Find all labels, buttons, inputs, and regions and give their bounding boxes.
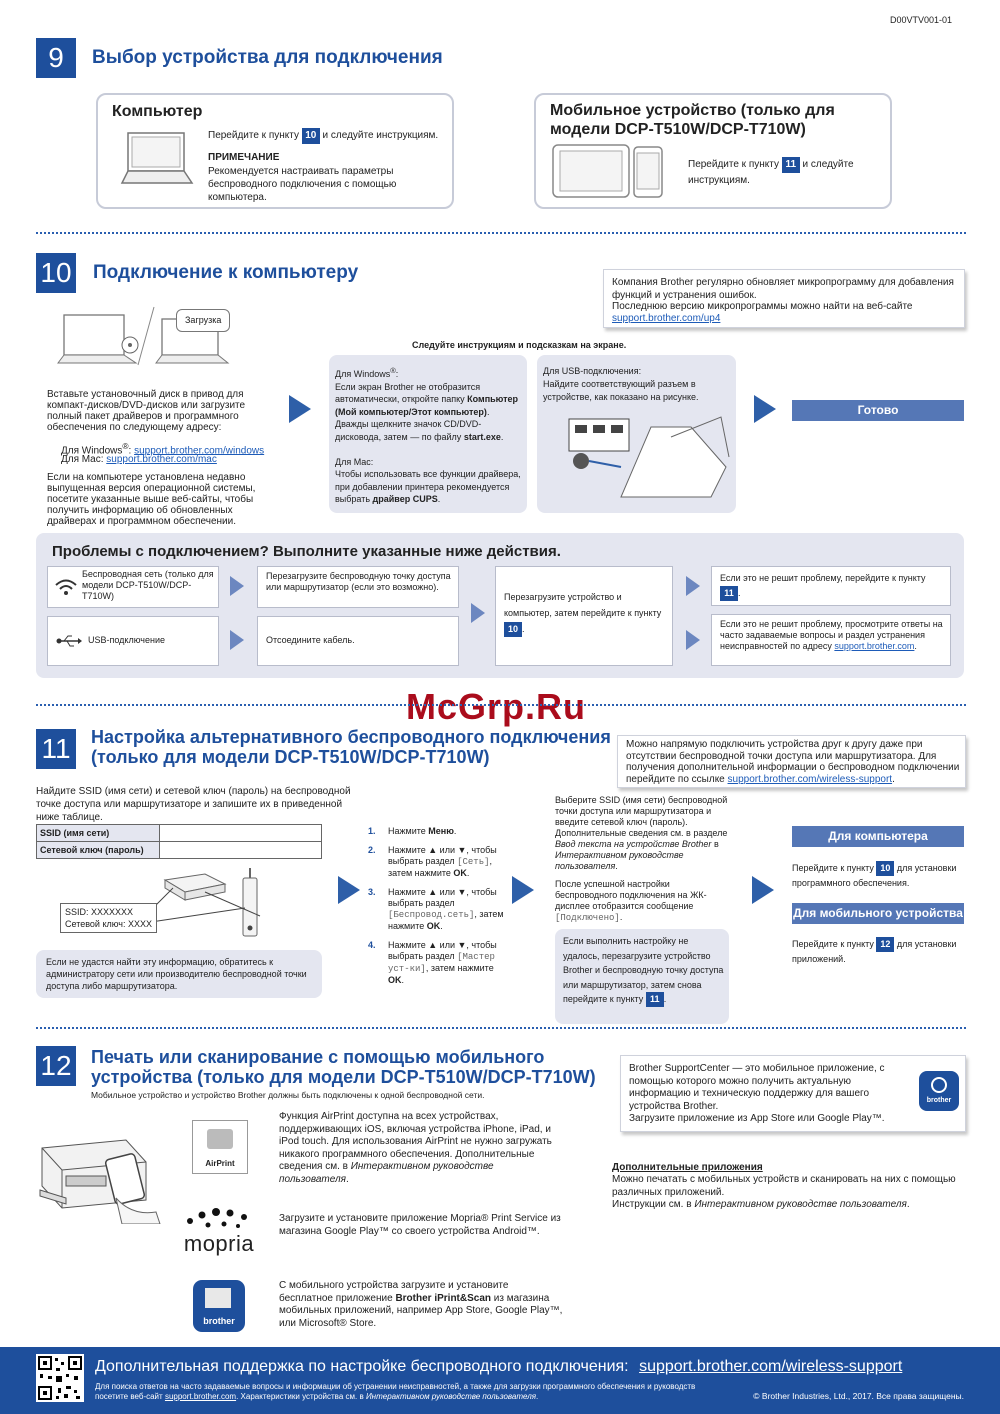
extra-apps-text2: Инструкции см. в Интерактивном руководстве пользователя. (612, 1199, 910, 1210)
select-ssid-text: Выберите SSID (имя сети) беспроводной точки доступа или маршрутизатора и введите сетевой ключ (пароль). Дополнительные сведения см. в разделе Ввод текста на устройстве Brother в Интерактивном руководстве пользователя. (555, 795, 728, 871)
arrow-right-icon (289, 395, 311, 423)
win-b1: Компьютер (467, 394, 519, 404)
restart-device-label: Перезагрузите устройство и компьютер, затем перейдите к пункту (504, 592, 662, 618)
ssid-sticker (60, 903, 157, 933)
success-text: После успешной настройки беспроводного подключения на ЖК-дисплее отобразится сообщение [Подключено]. (555, 879, 707, 923)
mopria-text: Загрузите и установите приложение Mopria® Print Service из магазина Google Play™ со своего устройства Android™. (279, 1213, 561, 1237)
if-not-text-1: Если это не решит проблему, перейдите к пункту 11 . (720, 571, 944, 601)
computer-goto-text: Перейдите к пункту (208, 130, 299, 141)
usb-head: Для USB-подключения: (543, 366, 642, 376)
select-ssid-italic: Ввод текста на устройстве Brother (555, 839, 712, 849)
fail-panel (555, 929, 729, 1024)
menu-step-3-bold: OK (426, 921, 441, 931)
ssid-example: SSID: XXXXXXX (65, 907, 134, 917)
if-not-box-1 (711, 566, 951, 606)
extra-apps-text: Можно печатать с мобильных устройств и сканировать на них с помощью различных приложений. (612, 1174, 956, 1198)
if-not-label-2: Если это не решит проблему, просмотрите ответы на часто задаваемые вопросы и раздел устранения неисправностей по адресу (720, 619, 943, 651)
restart-device-box (495, 566, 673, 666)
direct-connect-link[interactable]: support.brother.com/wireless-support (727, 773, 893, 785)
ssid-value-cell[interactable] (160, 825, 322, 842)
for-computer-header: Для компьютера (792, 826, 964, 847)
os-note: Если на компьютере установлена недавно выпущенная версия операционной системы, посетите указанные выше веб-сайты, чтобы получить информацию об обновленных драйверах и программном обеспечении. (47, 472, 256, 527)
wireless-label: Беспроводная сеть (только для модели DCP-T510W/DCP-T710W) (82, 569, 214, 601)
firmware-note-text: Компания Brother регулярно обновляет микропрограмму для добавления функций и устранения ошибок. (612, 277, 954, 301)
mopria-dots-icon (182, 1207, 256, 1229)
select-ssid-italic-2: Интерактивном руководстве пользователя (555, 850, 684, 871)
menu-step-4-text: Нажмите ▲ или ▼, чтобы выбрать раздел (388, 940, 497, 961)
mac-label: Для Mac: (61, 454, 104, 465)
arrow-right-icon (686, 630, 700, 650)
iprint-text (279, 1280, 564, 1330)
mobile-card (534, 93, 892, 209)
menu-step-1-text: Нажмите (388, 826, 426, 836)
select-ssid-label: Выберите SSID (имя сети) беспроводной точки доступа или маршрутизатора и введите сетевой ключ (пароль). Дополнительные сведения см. в разделе (555, 795, 728, 838)
step-9-title: Выбор устройства для подключения (92, 47, 443, 68)
windows-label: Для Windows (61, 445, 123, 457)
mopria-label: mopria (183, 1231, 255, 1256)
divider-3 (36, 1027, 966, 1029)
for-mobile-header: Для мобильного устройства (792, 903, 964, 924)
computer-goto-num: 10 (302, 128, 320, 144)
mobile-goto-text: Перейдите к пункту (688, 159, 779, 170)
windows-panel-text: Для Windows®: Если экран Brother не отобразится автоматически, откройте папку Компьютер (Мой компьютер/Этот компьютер). Дважды щелкните значок CD/DVD-дисковода, затем — по файлу start.exe. Для Mac: Чтобы использовать все функции драйвера, при добавлении принтера рекомендуется выбрать драйвер CUPS. (335, 366, 521, 504)
restart-ap-box (257, 566, 459, 608)
win-head: Для Windows (335, 369, 391, 379)
airprint-italic: Интерактивном руководстве пользователя (279, 1161, 494, 1185)
install-intro: Вставьте установочный диск в привод для компакт-дисков/DVD-дисков или загрузите полный пакет драйверов и программного обеспечения по следующему адресу: (47, 389, 246, 433)
key-label: Сетевой ключ (пароль) (37, 842, 160, 859)
menu-step-4-num: 4. (368, 940, 376, 950)
firmware-note-text2: Последнюю версию микропрограммы можно найти на веб-сайте (612, 301, 913, 312)
watermark: McGrp.Ru (406, 686, 587, 727)
arrow-right-icon (754, 395, 776, 423)
usb-icon (56, 634, 82, 648)
footer-link[interactable]: support.brother.com/wireless-support (639, 1358, 903, 1375)
windows-link[interactable]: support.brother.com/windows (134, 445, 265, 457)
restart-device-num: 10 (504, 622, 522, 637)
menu-step-3-mono: [Беспровод.сеть] (388, 910, 475, 920)
step-11-number: 11 (36, 729, 76, 769)
copyright: © Brother Industries, Ltd., 2017. Все права защищены. (753, 1391, 964, 1401)
airprint-label-text: Функция AirPrint доступна на всех устройствах, поддерживающих iOS, включая устройства iPhone, iPad, и iPod touch. Для использования AirPrint не нужно загружать никакого программного обеспечения. Дополнительные сведения см. в (279, 1111, 552, 1172)
windows-line: Для Windows®: support.brother.com/windows (61, 441, 265, 457)
find-ssid-text: Найдите SSID (имя сети) и сетевой ключ (пароль) на беспроводной точке доступа или маршрутизаторе и запишите их в приведенной ниже таблице. (36, 786, 351, 823)
menu-step-2-text: Нажмите ▲ или ▼, чтобы выбрать раздел (388, 845, 497, 866)
restart-device-text: Перезагрузите устройство и компьютер, затем перейдите к пункту 10 . (504, 589, 664, 637)
step-10-number: 10 (36, 253, 76, 293)
step-9-number: 9 (36, 38, 76, 78)
menu-step-2-num: 2. (368, 845, 376, 855)
mobile-goto-text-end: и следуйте инструкциям. (688, 159, 854, 186)
mobile-goto (688, 157, 878, 188)
menu-step-3-num: 3. (368, 887, 376, 897)
mac-b4: драйвер CUPS (372, 494, 438, 504)
arrow-right-icon (512, 876, 534, 904)
footer-small-text: Для поиска ответов на часто задаваемые вопросы и информации об устранении неисправностей, а также для загрузки программного обеспечения и руководств посетите веб-сайт support.brother.com. Характеристики устройства см. в Интерактивном руководстве пользователя. (95, 1382, 696, 1401)
step-12-title: Печать или сканирование с помощью мобильного устройства (только для модели DCP-T510W/DCP-T710W) (91, 1047, 596, 1087)
win-b2: (Мой компьютер/Этот компьютер) (335, 406, 487, 417)
menu-steps (368, 826, 508, 986)
disconnect-box (257, 616, 459, 666)
menu-step-4-end: , затем нажмите (425, 963, 494, 973)
for-computer-label: Перейдите к пункту (792, 863, 874, 873)
computer-goto-text-end: и следуйте инструкциям. (322, 130, 439, 141)
printer-icon (207, 1129, 233, 1149)
win-l1: Если экран Brother не отобразится автоматически, откройте папку (335, 381, 481, 404)
step-11-title: Настройка альтернативного беспроводного подключения (только для модели DCP-T510W/DCP-T710W) (91, 727, 611, 767)
arrow-right-icon (338, 876, 360, 904)
win-b3: start.exe (463, 431, 501, 442)
ssid-table (36, 824, 322, 859)
menu-step-2: 2. Нажмите ▲ или ▼, чтобы выбрать раздел [Сеть], затем нажмите OK. (368, 845, 497, 878)
usb-label: USB-подключение (88, 635, 165, 645)
extra-apps-italic: Интерактивном руководстве пользователя (694, 1199, 907, 1210)
iprint-bold: Brother iPrint&Scan (395, 1292, 492, 1304)
firmware-note (603, 269, 965, 328)
menu-step-1 (368, 826, 508, 837)
usb-text: Найдите соответствующий разъем в устройстве, как показано на рисунке. (543, 379, 699, 402)
iprint-app-icon[interactable] (193, 1280, 245, 1332)
wireless-box (47, 566, 219, 608)
menu-step-4-mono: [Мастер уст-ки] (388, 952, 495, 974)
for-mobile-label: Перейдите к пункту (792, 939, 874, 949)
menu-step-2-end: , затем нажмите (388, 856, 493, 878)
trouble-panel (36, 533, 964, 678)
mac-text: Чтобы использовать все функции драйвера, при добавлении принтера рекомендуется выбрать (335, 469, 521, 504)
arrow-right-icon (752, 876, 774, 904)
ssid-label: SSID (имя сети) (37, 825, 160, 842)
mopria-logo[interactable] (178, 1207, 260, 1259)
note-heading: ПРИМЕЧАНИЕ (208, 152, 280, 163)
key-example: Сетевой ключ: XXXX (65, 919, 152, 929)
done-button: Готово (792, 400, 964, 421)
extra-apps-label: Инструкции см. в (612, 1199, 692, 1210)
if-not-link-2[interactable]: support.brother.com (834, 641, 915, 651)
cant-find-panel (36, 950, 322, 998)
menu-step-3: 3. Нажмите ▲ или ▼, чтобы выбрать раздел [Беспровод.сеть], затем нажмите OK. (368, 887, 504, 931)
menu-step-1-num: 1. (368, 826, 376, 836)
airprint-text: Функция AirPrint доступна на всех устройствах, поддерживающих iOS, включая устройства iPhone, iPad, и iPod touch. Для использования AirPrint не нужно загружать никакого программного обеспечения. Дополнительные сведения см. в Интерактивном руководстве пользователя. (279, 1111, 552, 1185)
arrow-right-icon (686, 576, 700, 596)
menu-step-4-bold: OK (388, 975, 402, 985)
mobile-goto-num: 11 (782, 157, 800, 173)
computer-goto (208, 128, 438, 144)
footer-heading-text: Дополнительная поддержка по настройке беспроводного подключения: (95, 1358, 629, 1375)
footer-small-b: . Характеристики устройства см. в (236, 1392, 364, 1401)
success-mono: [Подключено] (555, 913, 620, 923)
mac-link[interactable]: support.brother.com/mac (106, 454, 217, 465)
for-computer-end: для установки программного обеспечения. (792, 863, 957, 888)
qr-code-icon[interactable] (36, 1354, 84, 1402)
wrench-icon (931, 1077, 947, 1093)
iprint-label: brother (203, 1316, 235, 1326)
airprint-icon[interactable] (192, 1120, 248, 1174)
for-mobile-end: для установки приложений. (792, 939, 957, 964)
airprint-label: AirPrint (205, 1159, 235, 1168)
wifi-icon (54, 577, 78, 597)
qr-pattern-icon (36, 1354, 84, 1402)
support-center-badge-text: brother (926, 1097, 952, 1104)
for-computer-num: 10 (876, 861, 894, 876)
support-center-text: Brother SupportCenter — это мобильное приложение, с помощью которого можно получить актуальную информацию и техническую поддержку для вашего устройства Brother. (629, 1063, 885, 1112)
direct-connect-note (617, 735, 966, 788)
for-mobile-num: 12 (876, 937, 894, 952)
key-value-cell[interactable] (160, 842, 322, 859)
support-center-text2: Загрузите приложение из App Store или Google Play™. (629, 1113, 885, 1124)
step-12-subtitle: Мобильное устройство и устройство Brother должны быть подключены к одной беспроводной сети. (91, 1090, 485, 1100)
support-center-note (620, 1055, 966, 1132)
laptop-icon (120, 131, 194, 189)
trouble-title: Проблемы с подключением? Выполните указанные ниже действия. (52, 543, 561, 560)
printer-phone-illustration (36, 1128, 186, 1224)
footer-small-a: Для поиска ответов на часто задаваемые вопросы и информации об устранении неисправностей, а также для загрузки программного обеспечения и руководств посетите веб-сайт (95, 1382, 696, 1401)
footer-heading (95, 1358, 902, 1376)
menu-step-2-mono: [Сеть] (457, 857, 490, 867)
success-label: После успешной настройки беспроводного подключения на ЖК-дисплее отобразится сообщение (555, 879, 707, 911)
follow-instructions: Следуйте инструкциям и подсказкам на экране. (412, 340, 627, 350)
divider-1 (36, 232, 966, 234)
menu-step-2-bold: OK (453, 868, 467, 878)
firmware-link[interactable]: support.brother.com/up4 (612, 313, 721, 324)
if-not-box-2 (711, 614, 951, 666)
computer-card-title: Компьютер (112, 103, 203, 120)
iprint-text-a: С мобильного устройства загрузите и установите бесплатное приложение (279, 1280, 509, 1304)
extra-apps-title: Дополнительные приложения (612, 1162, 763, 1173)
cant-find-text: Если не удастся найти эту информацию, обратитесь к администратору сети или производителю беспроводной точки доступа либо маршрутизатора. (46, 957, 307, 991)
if-not-num-1: 11 (720, 586, 738, 601)
mac-head: Для Mac: (335, 456, 374, 467)
win-l2: Дважды щелкните значок CD/DVD-дисковода, затем — по файлу (335, 419, 482, 442)
menu-step-1-end: . (453, 826, 457, 836)
direct-connect-text: Можно напрямую подключить устройства друг к другу даже при отсутствии беспроводной точки доступа или маршрутизатора. Для получения дополнительной информации о беспроводном подключении перейдите по ссылке support.brother.com/wireless-support. (626, 739, 960, 785)
mobile-card-title: Мобильное устройство (только для модели DCP-T510W/DCP-T710W) (550, 102, 835, 138)
arrow-right-icon (230, 576, 244, 596)
if-not-label-1: Если это не решит проблему, перейдите к пункту (720, 573, 926, 583)
fail-label: Если выполнить настройку не удалось, перезагрузите устройство Brother и беспроводную точку доступа или маршрутизатор, затем снова перейдите к пункту (563, 936, 724, 1004)
menu-step-4: 4. Нажмите ▲ или ▼, чтобы выбрать раздел [Мастер уст-ки], затем нажмите OK. (368, 940, 497, 985)
for-computer-text (792, 861, 967, 891)
select-ssid-in: в (713, 839, 719, 849)
menu-step-3-text: Нажмите ▲ или ▼, чтобы выбрать раздел (388, 887, 497, 908)
footer-small-italic: Интерактивном руководстве пользователя (365, 1392, 536, 1401)
note-text: Рекомендуется настраивать параметры беспроводного подключения с помощью компьютера. (208, 166, 397, 203)
for-mobile-text (792, 937, 967, 967)
disconnect-text: Отсоедините кабель. (266, 635, 355, 645)
direct-connect-label: Можно напрямую подключить устройства друг к другу даже при отсутствии беспроводной точки доступа или маршрутизатора. Для получения дополнительной информации о беспроводном подключении перейдите по ссылке (626, 739, 960, 785)
document-icon (205, 1288, 231, 1308)
tablet-phone-icon (552, 143, 664, 199)
usb-panel (537, 355, 736, 513)
restart-ap-text: Перезагрузите беспроводную точку доступа или маршрутизатор (если это возможно). (266, 571, 451, 592)
usb-box (47, 616, 219, 666)
iprint-text-b: из магазина мобильных приложений, например App Store, Google Play™, или Microsoft® Store. (279, 1292, 563, 1329)
fail-text: Если выполнить настройку не удалось, перезагрузите устройство Brother и беспроводную точку доступа или маршрутизатор, затем снова перейдите к пункту 11 . (563, 934, 725, 1007)
usb-port-illustration (561, 407, 731, 507)
arrow-right-icon (230, 630, 244, 650)
download-bubble: Загрузка (176, 309, 230, 332)
step-10-title: Подключение к компьютеру (93, 262, 359, 283)
computer-card (96, 93, 454, 209)
footer (0, 1347, 1000, 1414)
footer-small-link[interactable]: support.brother.com (164, 1392, 237, 1401)
windows-panel (329, 355, 527, 513)
divider-2 (36, 704, 966, 706)
menu-step-1-bold: Меню (428, 826, 454, 836)
menu-step-3-end: , затем нажмите (388, 909, 504, 931)
step-12-number: 12 (36, 1046, 76, 1086)
fail-num: 11 (646, 992, 664, 1007)
arrow-right-icon (471, 603, 485, 623)
if-not-text-2: Если это не решит проблему, просмотрите ответы на часто задаваемые вопросы и раздел устранения неисправностей по адресу support.brother.com. (720, 619, 943, 651)
mac-line (61, 453, 217, 466)
document-code: D00VTV001-01 (889, 15, 952, 25)
support-center-app-icon[interactable] (919, 1071, 959, 1111)
